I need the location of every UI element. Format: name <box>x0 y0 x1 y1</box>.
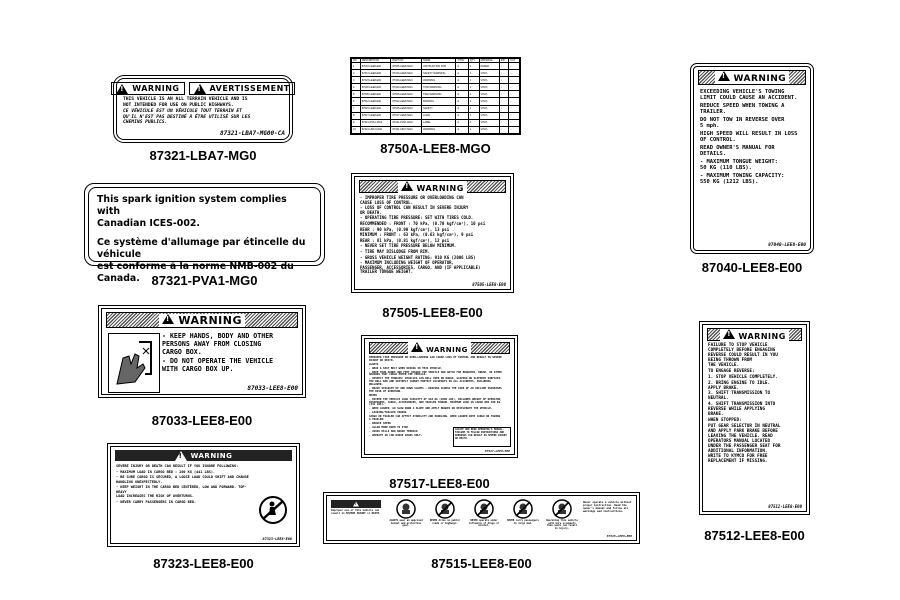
label-line: TO ENGAGE REVERSE: <box>708 368 755 374</box>
table-cell: 87323-LEE8-MG0 <box>391 77 422 84</box>
label-line: - KEEP HANDS, BODY AND OTHER PERSONS AWAY FROM CLOSING CARGO BOX. <box>162 332 274 356</box>
label-code: 87517-LEE8-E00 <box>484 449 510 453</box>
no-alcohol-icon <box>474 499 494 519</box>
table-cell: A <box>456 63 469 70</box>
label-line: - MAXIMUM TONGUE WEIGHT: 50 KG (110 LBS). <box>700 158 778 172</box>
label-line: ALWAYS <box>369 362 379 366</box>
label-line: - OPERATING TIRE PRESSURE: SET WITH TIRES COLD. <box>360 215 474 221</box>
table-cell: ○ <box>509 98 520 105</box>
table-cell: INSTRUCTION FOR <box>422 63 456 70</box>
table-cell: 1 <box>468 112 479 119</box>
pictogram-caption: NEVER operate under influence of drugs or alcohol. <box>468 519 500 528</box>
table-cell: 87323-LEE8-E00 <box>360 77 391 84</box>
no-road-icon <box>435 499 455 519</box>
warning-triangle-icon <box>411 342 423 352</box>
table-header-cell: CUT <box>509 59 520 63</box>
table-header-cell: INK <box>499 59 508 63</box>
part-number-87323: 87323-LEE8-E00 <box>153 556 254 571</box>
label-line: PUT GEAR SELECTOR IN NEUTRAL AND APPLY PARK BRAKE BEFORE LEAVING THE VEHICLE. READ OPERATORS MANUAL LOCATED UNDER THE PASSENGER SEAT FOR ADDITIONAL INFORMATION. WRITE TO KYMCO FOR FREE REPLACEMENT IF MISSING. <box>708 424 781 464</box>
warning-header-fr: ! AVERTISSEMENT <box>189 82 295 95</box>
label-line: - REDUCE SPEED <box>369 421 391 425</box>
table-cell: A <box>456 84 469 91</box>
label-line: - ALLOW MORE ROOM TO STOP <box>369 425 409 429</box>
mini-warning-header <box>331 500 381 508</box>
pictogram-caption: NEVER drive on public roads or highways. <box>429 519 461 525</box>
label-line: SEVERE INJURY OR DEATH CAN RESULT IF YOU IGNORE FOLLOWING: <box>116 464 239 468</box>
label-line: 1. STOP VEHICLE COMPLETELY. <box>708 374 778 380</box>
label-line: - LOSS OF CONTROL CAN RESULT IN SEVERE INJURY OR DEATH. <box>360 205 469 215</box>
warning-header: ! WARNING <box>707 328 802 341</box>
no-passenger-icon <box>513 499 533 519</box>
table-cell: 87517-LEE8-E00 <box>360 112 391 119</box>
label-line: REAR : 81 kPa, (0.81 kgf/cm²), 12 psi <box>360 237 450 243</box>
table-cell: TIRE WARNING <box>422 91 456 98</box>
label-line: HIGH SPEED WILL RESULT IN LOSS OF CONTROL. <box>700 130 798 144</box>
bilingual-header <box>117 82 289 95</box>
part-number-87321-lba7: 87321-LBA7-MG0 <box>149 148 257 163</box>
no-riders-icon <box>258 495 288 525</box>
left-warning-panel: ! Improper use of this vehicle can result in SEVERE INJURY or DEATH. <box>331 500 381 538</box>
label-line: WHEN STOPPED: <box>708 418 742 424</box>
table-cell: TOW WARNING <box>422 84 456 91</box>
table-cell: A <box>456 105 469 112</box>
label-line: 4. SHIFT TRANSMISSION INTO REVERSE WHILE APPLYING BRAKE. <box>708 402 776 418</box>
hand-pinch-icon <box>109 334 159 392</box>
table-cell: 87512-LEE8-E00 <box>360 98 391 105</box>
ices-text-fr: Ce système d'allumage par étincelle du véhicule est conforme à la norme NMB-002 du Canada. <box>97 236 306 285</box>
label-line: - GROSS VEHICLE WEIGHT RATING: 910 KG (2006 LBS) <box>360 254 476 260</box>
table-cell: ○ <box>499 84 508 91</box>
table-row <box>352 84 520 91</box>
table-cell: 10 <box>352 126 361 133</box>
right-notice: Never operate a vehicle without proper instruction. Read the owner's manual and follow all warnings and instructions. <box>583 501 632 514</box>
table-cell: SAFETY <box>422 105 456 112</box>
table-cell: A <box>456 70 469 77</box>
table-cell: ○ <box>509 112 520 119</box>
table-cell: VINYL <box>479 91 499 98</box>
table-cell: ○ <box>509 119 520 126</box>
table-cell: ○ <box>509 91 520 98</box>
label-87515 <box>326 495 637 541</box>
label-line: CARGO OR TRAILER CAN AFFECT STABILITY AND HANDLING. WHEN LOADED WITH CARGO OR TOWING A TRAILER: <box>369 415 501 422</box>
table-header-cell: QTY <box>468 59 479 63</box>
no-passengers-pictogram <box>258 495 288 525</box>
ices-text-en: This spark ignition system complies with Canadian ICES-002. <box>97 194 287 230</box>
table-cell: WARNING <box>422 77 456 84</box>
table-cell: A <box>456 91 469 98</box>
warning-header: ! WARNING <box>369 342 510 354</box>
table-cell: A <box>456 112 469 119</box>
label-87517 <box>364 338 515 455</box>
label-line: - KEEP YOUR HANDS AND FEET INSIDE THE VEHICLE AND WATCH FOR BRANCHES, BRUSH, OR OTHER HAZARDS THAT COULD ENTER THE VEHICLE. <box>369 370 502 377</box>
label-87323 <box>110 446 297 544</box>
table-header-cell: NO <box>352 59 361 63</box>
warning-header: ! WARNING <box>698 70 806 85</box>
warning-triangle-icon <box>175 451 187 461</box>
table-cell: ○ <box>499 63 508 70</box>
table-cell: ○ <box>509 84 520 91</box>
part-number-87505: 87505-LEE8-E00 <box>382 305 483 320</box>
label-code: 87040-LEE8-E00 <box>768 243 806 248</box>
label-line: 3. SHIFT TRANSMISSION TO NEUTRAL. <box>708 391 771 402</box>
label-line: - OPERATE IN LOW RANGE GEARS ONLY. <box>369 433 423 437</box>
label-87505 <box>354 176 511 290</box>
occupant-limit-icon <box>552 499 572 519</box>
part-number-87512: 87512-LEE8-E00 <box>704 528 805 543</box>
label-line: - DRIVE STRAIGHT UP AND DOWN SLOPES - DRIVING ACROSS THE SIDE OF AN INCLINE INCREASES THE RISK OF OVERTURN. <box>369 387 502 393</box>
table-cell: 6 <box>352 98 361 105</box>
label-line: - DO NOT OPERATE THE VEHICLE WITH CARGO BOX UP. <box>162 356 274 373</box>
part-number-87033: 87033-LEE8-E00 <box>151 413 253 428</box>
part-number-87321-pva1: 87321-PVA1-MG0 <box>151 273 258 288</box>
pictogram-caption: ALWAYS wear an approved helmet and protective gear. <box>389 519 423 528</box>
table-cell: LOAD <box>422 112 456 119</box>
label-87040 <box>693 66 811 251</box>
table-cell: ○ <box>509 63 520 70</box>
label-line: READ OWNER'S MANUAL FOR DETAILS. <box>700 144 775 158</box>
table-cell: VINYL <box>479 112 499 119</box>
table-cell: 87517-LEE8-MG0 <box>391 112 422 119</box>
table-header-cell: NAME <box>422 59 456 63</box>
table-cell: ○ <box>499 119 508 126</box>
table-header-cell: TYPE <box>456 59 469 63</box>
label-code: 87321-LBA7-MG00-CA <box>219 130 285 137</box>
table-cell: ○ <box>499 112 508 119</box>
table-row <box>352 63 520 70</box>
label-line: IMPROPER TIRE PRESSURE OR OVER-LOADING CAN CAUSE LOSS OF CONTROL AND RESULT IN SEVERE INJURY OR DEATH. <box>369 356 502 362</box>
table-cell: 8 <box>352 112 361 119</box>
table-cell: VINYL <box>479 119 499 126</box>
table-cell: 87515-LEE8-E00 <box>360 105 391 112</box>
label-line: - EXCEED THE VEHICLE LOAD CAPACITY OF 910 KG (2006 LBS), INCLUDES WEIGHT OF OPERATOR, PASSENGERS, CARGO, ACCESSORIES, AND TRAILER TONGUE. MAXIMUM LOAD IN CARGO BED 200 KG (441 LBS). <box>369 397 502 407</box>
label-line: - WEAR A SEAT BELT WHEN RIDING IN THIS VEHICLE. <box>369 366 443 370</box>
label-line: RECOMMENDED : FRONT : 70 kPa, (0.70 kgf/cm²), 10 psi <box>360 220 486 226</box>
table-cell: VINYL <box>479 84 499 91</box>
table-cell: ○ <box>509 126 520 133</box>
label-code: 87512-LEE8-E00 <box>768 504 802 509</box>
pictogram-item <box>389 499 423 539</box>
label-8750a-table <box>350 57 521 135</box>
label-line: EXCEEDING VEHICLE'S TOWING LIMIT COULD CAUSE AN ACCIDENT. <box>700 89 798 102</box>
warning-triangle-icon <box>194 84 206 94</box>
table-cell: PAPER <box>479 63 499 70</box>
label-line: 2. BRING ENGINE TO IDLE. APPLY BRAKE. <box>708 380 771 391</box>
label-line: - MAXIMUM INCLUDING WEIGHT OF OPERATOR, PASSENGER, ACCESSORIES, CARGO, AND (IF APPLICABLE) TRAILER TONGUE WEIGHT. <box>360 260 481 275</box>
label-line: REAR : 90 kPa, (0.90 kgf/cm²), 13 psi <box>360 226 450 232</box>
part-number-8750a: 8750A-LEE8-MGO <box>380 141 491 156</box>
table-cell: 1 <box>468 105 479 112</box>
label-line: DO NOT TOW IN REVERSE OVER 5 mph. <box>700 116 785 130</box>
helmet-icon <box>396 499 416 519</box>
table-cell: ○ <box>499 77 508 84</box>
table-cell: 87321-LBA7-MG0 <box>391 126 422 133</box>
table-cell: ○ <box>499 91 508 98</box>
warning-triangle-icon <box>353 502 359 507</box>
pictogram-item <box>545 499 579 539</box>
warning-triangle-icon <box>162 314 174 324</box>
label-line: - NEVER SET TIRE PRESSURE BELOW MINIMUM. <box>360 243 457 249</box>
table-cell: 87313-LEE8-MG0 <box>391 70 422 77</box>
table-cell: 1 <box>468 84 479 91</box>
table-cell: 1 <box>468 91 479 98</box>
text-en: THIS VEHICLE IS AN ALL TERRAIN VEHICLE AND IS NOT INTENDED FOR USE ON PUBLIC HIGHWAYS. <box>123 97 248 108</box>
table-cell: A <box>456 126 469 133</box>
table-row <box>352 119 520 126</box>
pictogram-row <box>389 499 579 539</box>
part-number-87040: 87040-LEE8-E00 <box>701 260 803 275</box>
table-cell: LABEL <box>422 119 456 126</box>
warning-triangle-icon <box>401 181 413 191</box>
label-line: - KEEP WEIGHT IN THE CARGO BED CENTERED, LOW AND FORWARD. TOP-HEAVY LOAD INCREASES THE RISK OF OVERTURNS. <box>116 485 247 499</box>
label-line: - MAXIMUM TOWING CAPACITY: 550 KG (1212 LBS). <box>700 172 785 186</box>
table-header-cell: PART NO <box>391 59 422 63</box>
text-fr: CE VÉHICULE EST UN VÉHICULE TOUT TERRAIN ET QU'IL N'EST PAS DESTINÉ À ÊTRE UTILISÉ SUR LES CHEMINS PUBLICS. <box>123 109 251 125</box>
table-cell: SAFETY WARNING <box>422 70 456 77</box>
table-cell: 87321-PVA1-MG0 <box>391 119 422 126</box>
label-line: - NEVER CARRY PASSENGERS IN CARGO BED. <box>116 499 197 504</box>
table-cell: 87040-LEE8-MG0 <box>391 84 422 91</box>
table-cell: VINYL <box>479 98 499 105</box>
table-cell: ○ <box>499 98 508 105</box>
table-cell: 87321-LBA7-MG0 <box>360 126 391 133</box>
manual-notice-box: LOCATE AND READ OPERATOR'S MANUAL. FAILURE TO FOLLOW INSTRUCTIONS AND WARNINGS CAN RESULT IN SEVERE INJURY OR DEATH. <box>453 427 511 447</box>
table-cell: 1 <box>468 63 479 70</box>
table-cell: WARNING <box>422 126 456 133</box>
table-cell: 87321-PVA1-MG0 <box>360 119 391 126</box>
parts-table <box>351 58 520 134</box>
label-line: - INSPECT THE TERRAIN: VEHICLES CAN ROLL OVER ON ROUGH, SLOPING OR SLIPPERY SURFACES. THE ROLL BAR AND SEATBELT CANNOT PROTECT OCCUPANTS IN ALL ACCIDENTS, INCLUDING ROLLOVER. <box>369 377 502 387</box>
table-row <box>352 98 520 105</box>
warning-triangle-icon <box>723 329 735 339</box>
label-code: 87033-LEE8-E00 <box>247 385 298 392</box>
label-code: 87515-LEE8-E00 <box>606 534 632 538</box>
table-cell: ○ <box>499 105 508 112</box>
part-number-87517: 87517-LEE8-E00 <box>389 476 490 491</box>
table-cell: ○ <box>509 70 520 77</box>
table-header-cell: DESCRIPTION <box>360 59 391 63</box>
table-cell: 9 <box>352 119 361 126</box>
warning-header: ! WARNING <box>359 180 506 193</box>
table-cell: 87313-LEE8-E00 <box>360 70 391 77</box>
table-row <box>352 105 520 112</box>
label-line: NEVER <box>369 393 377 397</box>
table-cell: 1 <box>468 70 479 77</box>
label-line: FAILURE TO STOP VEHICLE COMPLETELY BEFORE ENGAGING REVERSE COULD RESULT IN YOU BEING THROWN FROM THE VEHICLE. <box>708 343 778 368</box>
table-cell: 1 <box>468 77 479 84</box>
table-row <box>352 91 520 98</box>
table-cell: A <box>456 98 469 105</box>
table-cell: 2 <box>352 70 361 77</box>
table-cell: 87040-LEE8-E00 <box>360 84 391 91</box>
table-cell: 87505-LEE8-E00 <box>360 91 391 98</box>
table-cell: 7 <box>352 105 361 112</box>
table-cell: 87515-LEE8-MG0 <box>391 105 422 112</box>
table-cell: 3 <box>352 77 361 84</box>
pictogram-caption: NEVER carry passengers in cargo bed. <box>507 519 539 525</box>
label-87033 <box>101 308 303 395</box>
label-line: - AVOID HILLS AND ROUGH TERRAIN <box>369 429 418 433</box>
label-line: - TIRE MAY DISLODGE FROM RIM. <box>360 248 430 254</box>
hand-pinch-pictogram <box>108 333 160 393</box>
part-number-87515: 87515-LEE8-E00 <box>431 556 532 571</box>
pictogram-item <box>467 499 501 539</box>
table-cell: ○ <box>499 126 508 133</box>
table-row <box>352 126 520 133</box>
label-line: - LOADING/TRAILER TOWING <box>369 411 407 415</box>
table-cell: ○ <box>509 105 520 112</box>
table-row <box>352 112 520 119</box>
pictogram-item <box>506 499 540 539</box>
label-line: REDUCE SPEED WHEN TOWING A TRAILER. <box>700 102 785 116</box>
table-cell: A <box>456 77 469 84</box>
table-cell: 87505-LEE8-MG0 <box>391 91 422 98</box>
table-cell: VINYL <box>479 105 499 112</box>
label-87512 <box>702 324 807 512</box>
table-cell: VINYL <box>479 77 499 84</box>
table-cell: PARKING <box>422 98 456 105</box>
table-cell: 87512-LEE8-MG0 <box>391 98 422 105</box>
table-cell: VINYL <box>479 70 499 77</box>
label-code: 87505-LEE8-E00 <box>472 282 506 287</box>
label-line: - IMPROPER TIRE PRESSURE OR OVERLOADING CAN CAUSE LOSS OF CONTROL. <box>360 195 464 205</box>
warning-header-en: ! WARNING <box>111 82 184 95</box>
table-cell: 5 <box>352 91 361 98</box>
label-line: - WHEN LOADED, GO SLOW DOWN A SLOPE AND APPLY BRAKES OR DECELERATE THE VEHICLE. <box>369 407 493 411</box>
label-line: - BE SURE CARGO IS SECURED, A LOOSE LOAD COULD SHIFT AND CHANGE HANDLING UNEXPECTEDLY. <box>116 475 249 484</box>
pictogram-caption: Operating this vehicle with more occupants than seats can result in injury. <box>546 519 578 530</box>
table-cell: 87505-LEE8-MG0 <box>391 63 422 70</box>
table-cell: 4 <box>352 84 361 91</box>
table-row <box>352 70 520 77</box>
table-cell: ○ <box>499 70 508 77</box>
label-87321-lba7 <box>116 78 290 140</box>
warning-header: ! WARNING <box>106 312 298 328</box>
label-line: - MAXIMUM LOAD IN CARGO BED : 200 KG (441 LBS). <box>116 469 216 474</box>
table-cell: 1 <box>352 63 361 70</box>
warning-triangle-icon <box>718 71 730 81</box>
table-cell: 1 <box>468 98 479 105</box>
table-row <box>352 77 520 84</box>
table-cell: ○ <box>509 77 520 84</box>
table-cell: 1 <box>468 119 479 126</box>
table-cell: VINYL <box>479 126 499 133</box>
table-cell: 1 <box>468 126 479 133</box>
warning-header: ! WARNING <box>115 450 292 461</box>
table-cell: 87033-LEE8-E00 <box>360 63 391 70</box>
label-code: 87323-LEE8-E00 <box>262 537 292 541</box>
pictogram-item <box>428 499 462 539</box>
warning-triangle-icon <box>116 84 128 94</box>
table-cell: A <box>456 119 469 126</box>
label-line: MINIMUM : FRONT : 63 kPa, (0.63 kgf/cm²), 9 psi <box>360 232 474 238</box>
table-header-cell: MATERIAL <box>479 59 499 63</box>
